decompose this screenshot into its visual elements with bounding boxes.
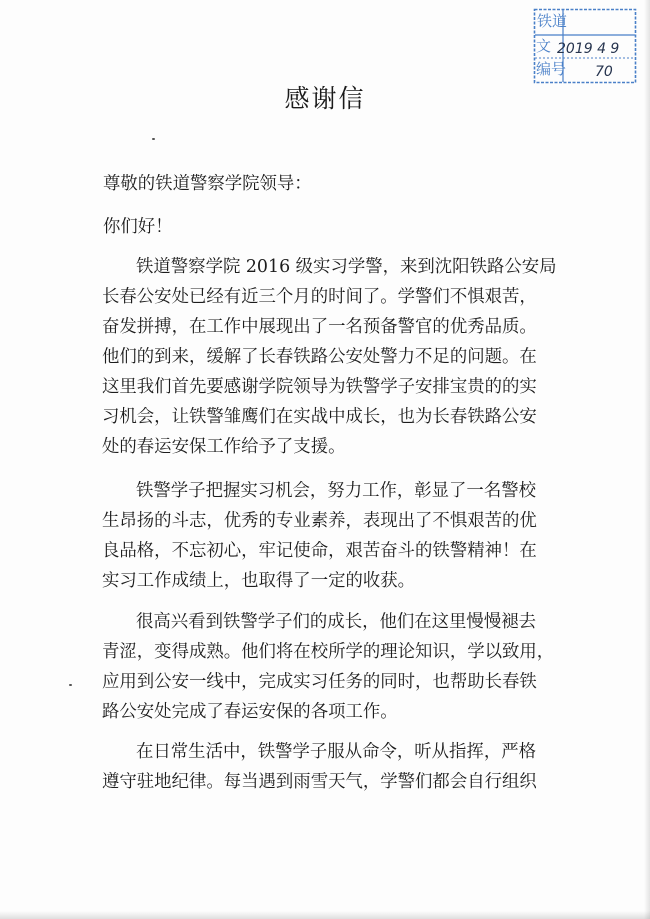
stamp-handwritten-date: 2019 4 9	[557, 41, 620, 57]
paragraph-line: 青涩，变得成熟。他们将在校所学的理论知识，学以致用，	[102, 642, 555, 662]
stamp-label-railway: 铁道	[537, 12, 568, 30]
registration-stamp	[533, 8, 637, 84]
scan-edge-shadow	[0, 911, 650, 919]
paragraph-line: 他们的到来，缓解了长春铁路公安处警力不足的问题。在	[102, 347, 537, 367]
paragraph-line: 实习工作成绩上，也取得了一定的收获。	[102, 571, 416, 591]
paragraph-line: 处的春运安保工作给予了支援。	[102, 437, 346, 457]
scan-edge-shadow	[644, 0, 650, 919]
paragraph-line: 习机会，让铁警雏鹰们在实战中成长，也为长春铁路公安	[102, 407, 537, 427]
paragraph-line: 应用到公安一线中，完成实习任务的同时，也帮助长春铁	[102, 672, 537, 692]
paragraph-line: 生昂扬的斗志，优秀的专业素养，表现出了不惧艰苦的优	[102, 511, 537, 531]
stamp-handwritten-number: 70	[595, 64, 613, 80]
letter-paragraph-1	[102, 252, 572, 462]
letter-greeting: 你们好！	[103, 217, 173, 237]
letter-paragraph-3	[102, 607, 572, 727]
paragraph-line: 这里我们首先要感谢学院领导为铁警学子安排宝贵的的实	[102, 377, 537, 397]
letter-paragraph-2	[102, 476, 572, 596]
letter-salutation: 尊敬的铁道警察学院领导：	[103, 174, 312, 194]
paragraph-line: 遵守驻地纪律。每当遇到雨雪天气，学警们都会自行组织	[102, 772, 537, 792]
paragraph-line: 奋发拼搏，在工作中展现出了一名预备警官的优秀品质。	[102, 317, 537, 337]
stamp-label-number: 编号	[536, 60, 567, 78]
paragraph-line: 良品格，不忘初心，牢记使命，艰苦奋斗的铁警精神！在	[102, 541, 537, 561]
paragraph-line: 在日常生活中，铁警学子服从命令，听从指挥，严格	[136, 742, 536, 762]
scan-speck	[69, 684, 72, 686]
scan-speck	[152, 138, 155, 140]
paragraph-line: 很高兴看到铁警学子们的成长，他们在这里慢慢褪去	[136, 612, 536, 632]
paragraph-line: 长春公安处已经有近三个月的时间了。学警们不惧艰苦，	[102, 287, 537, 307]
stamp-label-doc: 文	[536, 37, 552, 55]
paragraph-line: 铁道警察学院 2016 级实习学警，来到沈阳铁路公安局	[136, 257, 557, 277]
letter-paragraph-4	[102, 737, 572, 797]
paragraph-line: 铁警学子把握实习机会，努力工作，彰显了一名警校	[136, 481, 536, 501]
paragraph-line: 路公安处完成了春运安保的各项工作。	[102, 702, 398, 722]
letter-title: 感谢信	[284, 84, 366, 113]
